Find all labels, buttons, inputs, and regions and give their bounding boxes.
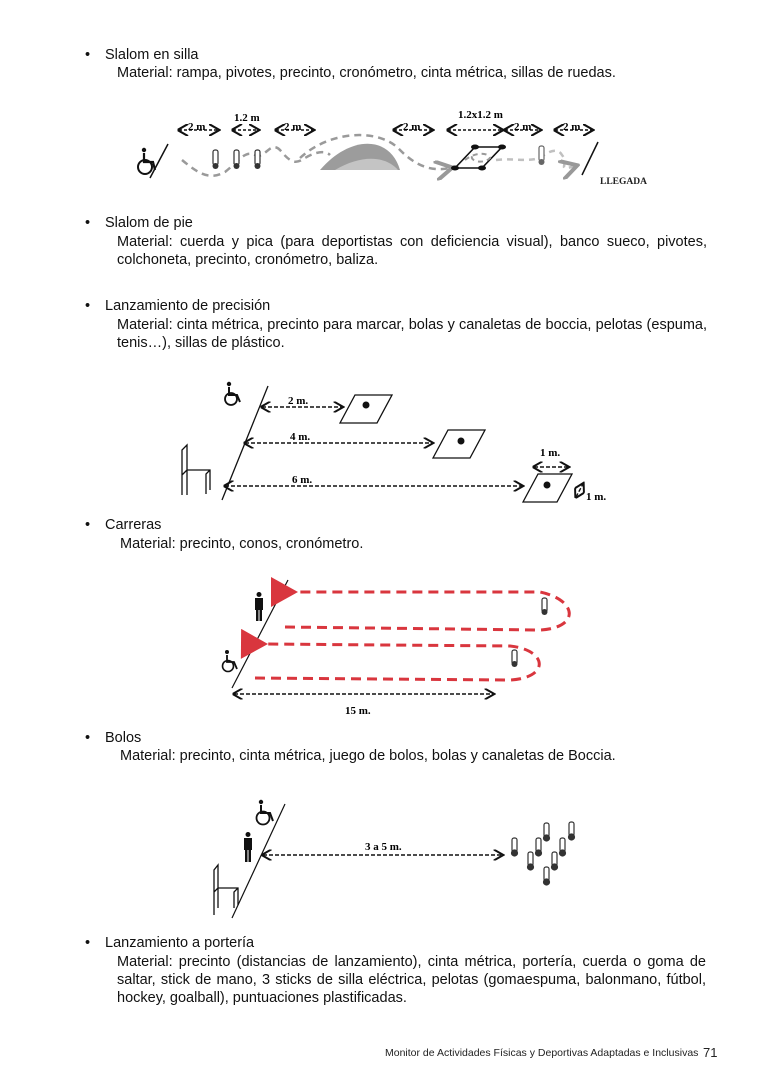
- section-slalom-pie-title: • Slalom de pie: [85, 215, 193, 231]
- bullet-icon: •: [85, 215, 91, 231]
- finish-line: [582, 142, 598, 175]
- chair-icon: [182, 445, 210, 495]
- section-carreras-material: Material: precinto, conos, cronómetro.: [120, 536, 364, 552]
- wheelchair-icon: [225, 382, 240, 405]
- target-square: [340, 395, 392, 423]
- finish-label: LLEGADA: [600, 177, 647, 187]
- distance-label: 1.2 m: [234, 112, 260, 124]
- section-bolos-title: • Bolos: [85, 730, 142, 746]
- target-square: [523, 474, 572, 502]
- person-icon: [244, 832, 252, 862]
- distance-label: 15 m.: [345, 705, 371, 717]
- section-lanzamiento-porteria-title: • Lanzamiento a portería: [85, 935, 255, 951]
- precision-diagram: [170, 370, 610, 515]
- distance-label: 2 m.: [288, 395, 309, 407]
- distance-label: 2 m: [284, 121, 302, 133]
- section-lanzamiento-precision-material: Material: cinta métrica, precinto para marcar, bolas y canaletas de boccia, pelotas (espuma, tenis…), sillas de plástico.: [117, 317, 707, 351]
- distance-label: 1 m.: [586, 491, 607, 503]
- bullet-icon: •: [85, 517, 91, 533]
- bolos-diagram: [210, 790, 600, 925]
- distance-label: 1 m.: [540, 447, 561, 459]
- wheelchair-icon: [257, 800, 274, 825]
- pivot-icon: [213, 150, 219, 169]
- person-icon: [255, 592, 263, 621]
- distance-label: 3 a 5 m.: [365, 841, 402, 853]
- distance-label: 2 m: [403, 121, 421, 133]
- section-slalom-silla-material: Material: rampa, pivotes, precinto, cronómetro, cinta métrica, sillas de ruedas.: [117, 65, 616, 81]
- cone-icon: [512, 650, 518, 667]
- bullet-icon: •: [85, 935, 91, 951]
- square-obstacle: [451, 145, 506, 171]
- section-slalom-silla-title: • Slalom en silla: [85, 47, 199, 63]
- bowling-pins: [512, 822, 575, 885]
- distance-label: 4 m.: [290, 431, 311, 443]
- distance-label: 2 m: [563, 121, 581, 133]
- chair-icon: [214, 865, 238, 915]
- bullet-icon: •: [85, 47, 91, 63]
- distance-label: 2 m: [188, 121, 206, 133]
- slalom-silla-diagram: [130, 100, 670, 195]
- target-square: [433, 430, 485, 458]
- section-bolos-material: Material: precinto, cinta métrica, juego de bolos, bolas y canaletas de Boccia.: [120, 748, 616, 764]
- section-carreras-title: • Carreras: [85, 517, 162, 533]
- throw-line: [232, 804, 285, 918]
- bullet-icon: •: [85, 298, 91, 314]
- cone-icon: [542, 598, 548, 615]
- wheelchair-icon: [223, 650, 238, 672]
- pivot-icon: [539, 146, 545, 165]
- section-lanzamiento-precision-title: • Lanzamiento de precisión: [85, 298, 271, 314]
- pivot-icon: [234, 150, 240, 169]
- section-slalom-pie-material: Material: cuerda y pica (para deportistas con deficiencia visual), banco sueco, pivotes, colchoneta, precinto, cronómetro, baliza.: [117, 234, 707, 268]
- wheelchair-icon: [138, 148, 155, 174]
- distance-label: 2 m: [514, 121, 532, 133]
- page-number: 71: [703, 1045, 718, 1060]
- pivot-icon: [255, 150, 261, 169]
- distance-label: 6 m.: [292, 474, 313, 486]
- carreras-diagram: [210, 570, 590, 720]
- running-path-wheelchair: [255, 644, 539, 680]
- bullet-icon: •: [85, 730, 91, 746]
- running-path-standing: [285, 592, 569, 630]
- page-footer-title: Monitor de Actividades Físicas y Deportivas Adaptadas e Inclusivas: [385, 1047, 699, 1059]
- section-lanzamiento-porteria-material: Material: precinto (distancias de lanzamiento), cinta métrica, portería, cuerda o goma de saltar, stick de mano, 3 sticks de silla eléctrica, pelotas (gomaespuma, balonmano, fútbol, hockey, goalball), puntuaciones plastificadas.: [117, 954, 706, 1006]
- distance-label: 1.2x1.2 m: [458, 109, 503, 121]
